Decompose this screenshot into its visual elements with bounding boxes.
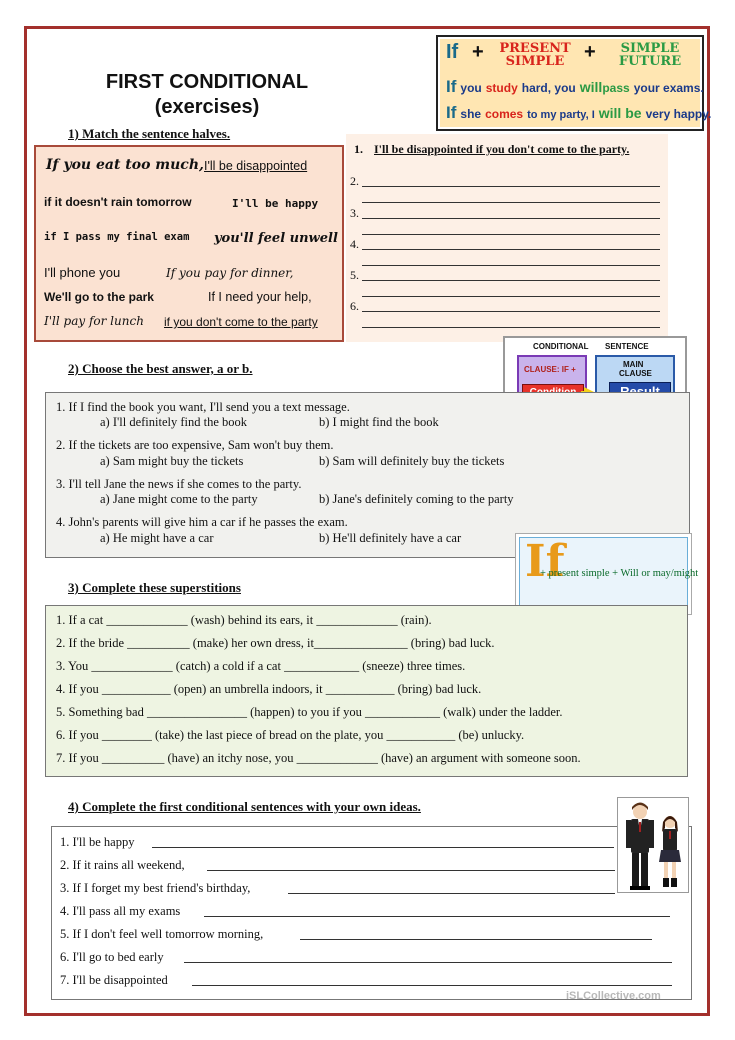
superstition-3[interactable]: 3. You _____________ (catch) a cold if a cat ____________ (sneeze) three times. bbox=[56, 659, 466, 673]
answer-line-4b[interactable] bbox=[362, 265, 660, 266]
main-clause-label: CLAUSE bbox=[619, 369, 652, 378]
own-idea-5-line[interactable] bbox=[300, 939, 652, 940]
own-idea-3-label: 3. If I forget my best friend's birthday, bbox=[60, 881, 251, 895]
superstition-2[interactable]: 2. If the bride __________ (make) her own dress, it_______________ (bring) bad luck. bbox=[56, 636, 495, 650]
formula-simple-label: SIMPLE bbox=[505, 54, 565, 69]
answer-line-2a[interactable] bbox=[362, 186, 660, 187]
ex1-a: you bbox=[460, 81, 482, 95]
question-1: 1. If I find the book you want, I'll send you a text message. bbox=[56, 400, 350, 414]
own-idea-4-line[interactable] bbox=[204, 916, 670, 917]
answer-num-1: 1. bbox=[354, 142, 363, 156]
formula-simple2-label: SIMPLE bbox=[620, 41, 680, 56]
main-label: MAIN bbox=[623, 360, 644, 369]
match-left-2: if it doesn't rain tomorrow bbox=[44, 195, 192, 209]
formula-example-2 bbox=[446, 103, 711, 123]
own-idea-1-line[interactable] bbox=[152, 847, 614, 848]
ex2-if: If bbox=[446, 103, 457, 122]
ex1-b: study bbox=[485, 81, 518, 95]
question-2: 2. If the tickets are too expensive, Sam won't buy them. bbox=[56, 438, 334, 452]
question-1-option-b[interactable]: b) I might find the book bbox=[319, 415, 439, 429]
question-4-option-b[interactable]: b) He'll definitely have a car bbox=[319, 531, 462, 545]
section-3-heading: 3) Complete these superstitions bbox=[68, 580, 241, 595]
title-line-2: (exercises) bbox=[154, 96, 260, 118]
match-left-4: I'll phone you bbox=[44, 265, 121, 280]
answer-num-6[interactable]: 6. bbox=[350, 299, 359, 313]
match-left-1: If you eat too much, bbox=[46, 157, 204, 173]
own-idea-3-line[interactable] bbox=[288, 893, 615, 894]
formula-example-1 bbox=[446, 77, 704, 97]
match-right-5: If I need your help, bbox=[208, 290, 312, 304]
match-left-3: if I pass my final exam bbox=[44, 231, 190, 243]
formula-future-label: FUTURE bbox=[618, 54, 682, 69]
own-idea-6-label: 6. I'll go to bed early bbox=[60, 950, 164, 964]
clause-if-label: CLAUSE: IF + bbox=[524, 365, 576, 374]
section-2-heading: 2) Choose the best answer, a or b. bbox=[68, 361, 253, 376]
formula-if: If bbox=[446, 41, 459, 63]
match-right-4: If you pay for dinner, bbox=[166, 266, 294, 280]
ex1-c: hard, you bbox=[521, 81, 576, 95]
ex2-a: she bbox=[460, 107, 482, 121]
ex1-if: If bbox=[446, 77, 457, 96]
own-idea-5-label: 5. If I don't feel well tomorrow morning, bbox=[60, 927, 264, 941]
formula-plus-2: + bbox=[584, 41, 596, 63]
answer-num-4[interactable]: 4. bbox=[350, 237, 359, 251]
ex2-c: to my party, I bbox=[527, 109, 595, 121]
formula-present-label: PRESENT bbox=[499, 41, 571, 56]
answer-num-3[interactable]: 3. bbox=[350, 206, 359, 220]
answer-line-3b[interactable] bbox=[362, 234, 660, 235]
match-answers-area bbox=[346, 134, 668, 342]
own-idea-2-label: 2. If it rains all weekend, bbox=[60, 858, 185, 872]
superstitions-box bbox=[45, 605, 688, 777]
formula-box bbox=[436, 35, 712, 131]
match-right-2: I'll be happy bbox=[232, 197, 319, 210]
ex2-d: will be bbox=[598, 105, 642, 121]
match-left-6: I'll pay for lunch bbox=[44, 314, 144, 328]
ex1-d: will bbox=[579, 79, 603, 95]
question-4: 4. John's parents will give him a car if he passes the exam. bbox=[56, 515, 348, 529]
answer-line-6b[interactable] bbox=[362, 327, 660, 328]
title-line-1: FIRST CONDITIONAL bbox=[105, 71, 309, 93]
answer-num-2[interactable]: 2. bbox=[350, 174, 359, 188]
question-2-option-a[interactable]: a) Sam might buy the tickets bbox=[100, 454, 244, 468]
match-right-1: I'll be disappointed bbox=[204, 159, 308, 173]
question-1-option-a[interactable]: a) I'll definitely find the book bbox=[100, 415, 248, 429]
big-if-label: If bbox=[525, 536, 565, 587]
formula-plus-1: + bbox=[472, 41, 484, 63]
watermark: iSLCollective.com bbox=[566, 990, 661, 1002]
answer-line-6a[interactable] bbox=[362, 311, 660, 312]
answer-num-5[interactable]: 5. bbox=[350, 268, 359, 282]
formula-simple-future bbox=[602, 42, 698, 68]
match-halves-box bbox=[34, 145, 344, 342]
ex2-b: comes bbox=[485, 107, 524, 121]
answer-line-2b[interactable] bbox=[362, 202, 660, 203]
if-rule-box bbox=[515, 533, 699, 615]
own-idea-4-label: 4. I'll pass all my exams bbox=[60, 904, 181, 918]
formula-present-simple bbox=[488, 42, 582, 68]
answer-line-5a[interactable] bbox=[362, 280, 660, 281]
ex1-e: pass bbox=[602, 81, 630, 95]
match-right-6: if you don't come to the party bbox=[164, 315, 318, 329]
own-ideas-box bbox=[51, 826, 692, 1000]
section-1-heading: 1) Match the sentence halves. bbox=[68, 126, 231, 141]
question-2-option-b[interactable]: b) Sam will definitely buy the tickets bbox=[319, 454, 505, 468]
question-3-option-b[interactable]: b) Jane's definitely coming to the party bbox=[319, 492, 514, 506]
own-idea-1-label: 1. I'll be happy bbox=[60, 835, 135, 849]
answer-line-5b[interactable] bbox=[362, 296, 660, 297]
question-3-option-a[interactable]: a) Jane might come to the party bbox=[100, 492, 258, 506]
superstition-7[interactable]: 7. If you __________ (have) an itchy nose, you _____________ (have) an argument with someone soon. bbox=[56, 751, 581, 765]
superstition-4[interactable]: 4. If you ___________ (open) an umbrella indoors, it ___________ (bring) bad luck. bbox=[56, 682, 482, 696]
diagram-conditional-label: CONDITIONAL bbox=[533, 342, 589, 351]
own-idea-7-label: 7. I'll be disappointed bbox=[60, 973, 168, 987]
ex1-f: your exams. bbox=[633, 81, 704, 95]
own-idea-7-line[interactable] bbox=[192, 985, 672, 986]
superstition-5[interactable]: 5. Something bad ________________ (happen) to you if you ____________ (walk) under the ladder. bbox=[56, 705, 563, 719]
superstition-6[interactable]: 6. If you ________ (take) the last piece of bread on the plate, you ___________ (be) unlucky. bbox=[56, 728, 525, 742]
superstition-1[interactable]: 1. If a cat _____________ (wash) behind its ears, it _____________ (rain). bbox=[56, 613, 432, 627]
answer-text-1: I'll be disappointed if you don't come to the party. bbox=[374, 142, 630, 156]
section-4-heading: 4) Complete the first conditional sentences with your own ideas. bbox=[68, 799, 421, 814]
ex2-e: very happy. bbox=[645, 107, 712, 121]
own-idea-2-line[interactable] bbox=[207, 870, 615, 871]
own-idea-6-line[interactable] bbox=[184, 962, 672, 963]
answer-line-3a[interactable] bbox=[362, 218, 660, 219]
question-4-option-a[interactable]: a) He might have a car bbox=[100, 531, 214, 545]
match-left-5: We'll go to the park bbox=[44, 290, 154, 304]
if-rule-text: + present simple + Will or may/might bbox=[540, 568, 699, 579]
students-illustration bbox=[617, 797, 689, 893]
answer-line-4a[interactable] bbox=[362, 249, 660, 250]
diagram-sentence-label: SENTENCE bbox=[605, 342, 649, 351]
match-right-3: you'll feel unwell bbox=[214, 231, 338, 246]
question-3: 3. I'll tell Jane the news if she comes to the party. bbox=[56, 477, 302, 491]
page-title bbox=[98, 70, 316, 120]
students-icon bbox=[618, 798, 690, 894]
